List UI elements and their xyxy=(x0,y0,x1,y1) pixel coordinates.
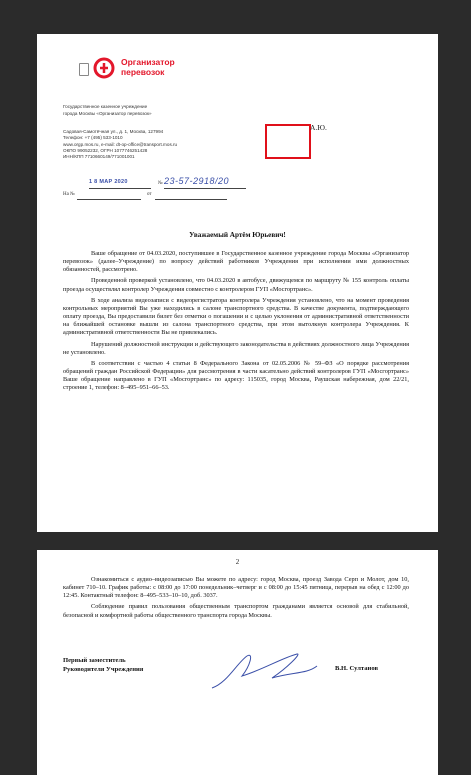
moscow-crest-icon xyxy=(79,63,89,76)
contact-line: ИНН/КПП 7710660149/771001001 xyxy=(63,154,135,160)
org-line: города Москвы «Организатор перевозок» xyxy=(63,110,152,116)
letter-page-2 xyxy=(37,550,438,775)
redaction-box xyxy=(265,124,311,159)
logo-mark-icon xyxy=(93,57,115,79)
paragraph: Соблюдение правил пользования общественным транспортом гражданами является основой для стабильной, безопасной и комфортной работы общественного транспорта города Москвы. xyxy=(63,603,409,619)
signatory-name: В.Н. Султанов xyxy=(335,665,379,672)
logo-name-line1: Организатор xyxy=(121,57,175,67)
organization-contacts xyxy=(63,129,263,160)
contact-line: ОКПО 99052232, ОГРН 1077746251428 xyxy=(63,147,148,153)
organization-name xyxy=(63,104,263,117)
letter-body xyxy=(63,576,409,620)
date-underline xyxy=(89,188,151,189)
handwritten-signature xyxy=(202,648,322,698)
contact-line: www.orgp.mos.ru, e-mail: dt-op-office@transport.mos.ru xyxy=(63,141,178,147)
outgoing-number: 23-57-2918/20 xyxy=(164,176,230,186)
na-label: На № xyxy=(63,192,75,197)
ot-underline xyxy=(155,199,227,200)
letter-body xyxy=(63,250,409,393)
letter-page-1 xyxy=(37,34,438,532)
logo-name-line2: перевозок xyxy=(121,67,165,77)
org-line: Государственное казенное учреждение xyxy=(63,104,148,109)
paragraph: Нарушений должностной инструкции и действующего законодательства в действиях должностного лица Учреждения не установлено. xyxy=(63,340,409,356)
contact-line: Телефон: +7 (495) 533-1010 xyxy=(63,135,123,141)
paragraph: В ходе анализа видеозаписи с видеорегистратора контролера Учреждения установлено, что на момент проведения контрольных мероприятий Вы уже находились в салоне транспортного средства. В качестве документа, подтверждающего оплату проезда, Вы предоставили билет без отметки о погашении и с целью уклонения от административной ответственности на ближайшей остановке вышли из салона транспортного средства, при этом вытолкнув контролера Учреждения. К административной ответственности Вы не привлекались. xyxy=(63,296,409,337)
date-stamp: 1 8 МАР 2020 xyxy=(89,179,128,185)
greeting: Уважаемый Артём Юрьевич! xyxy=(189,231,286,239)
paragraph: Ознакомиться с аудио–видеозаписью Вы можете по адресу: город Москва, проезд Завода Серп и Молот, дом 10, кабинет 710–10. График работы: с 08:00 до 17:00 понедельник–четверг и с 08:00 до 15:45 пятница, перерыв на обед с 12:00 до 12:45. Контактный телефон: 8–495–533–10–10, доб. 3037. xyxy=(63,576,409,600)
number-underline xyxy=(164,188,246,189)
paragraph: В соответствии с частью 4 статьи 8 Федерального Закона от 02.05.2006 № 59–ФЗ «О порядке рассмотрения обращений граждан Российской Федерации» для рассмотрения в части касательно действий контролеров ГУП «Мосгортранс» Ваше обращение направлено в ГУП «Мосгортранс» по адресу: 115035, город Москва, Раушская набережная, дом 22/21, строение 1, телефон: 8–495–951–66–53. xyxy=(63,359,409,392)
contact-line: Садовая-Самотёчная ул., д. 1, Москва, 127994 xyxy=(63,129,164,134)
ot-label: от xyxy=(147,192,152,197)
recipient-initials: А.Ю. xyxy=(310,123,327,132)
signatory-title xyxy=(63,656,143,674)
paragraph: Ваше обращение от 04.03.2020, поступившее в Государственное казенное учреждение города Москвы «Организатор перевозок» (далее–Учреждение) по вопросу действий работников Учреждения при исполнении ими должностных обязанностей, рассмотрено. xyxy=(63,250,409,274)
paragraph: Проведенной проверкой установлено, что 04.03.2020 в автобусе, движущемся по маршруту № 155 контроль оплаты проезда осуществлял контролер Учреждения совместно с контролером ГУП «Мосгортранс». xyxy=(63,277,409,293)
na-underline xyxy=(77,199,141,200)
reference-line xyxy=(63,192,152,197)
number-label: № xyxy=(158,181,163,186)
logo-name xyxy=(121,57,211,77)
page-number: 2 xyxy=(235,558,240,566)
signatory-title-line: Руководителя Учреждения xyxy=(63,666,144,673)
signatory-title-line: Первый заместитель xyxy=(63,657,126,664)
